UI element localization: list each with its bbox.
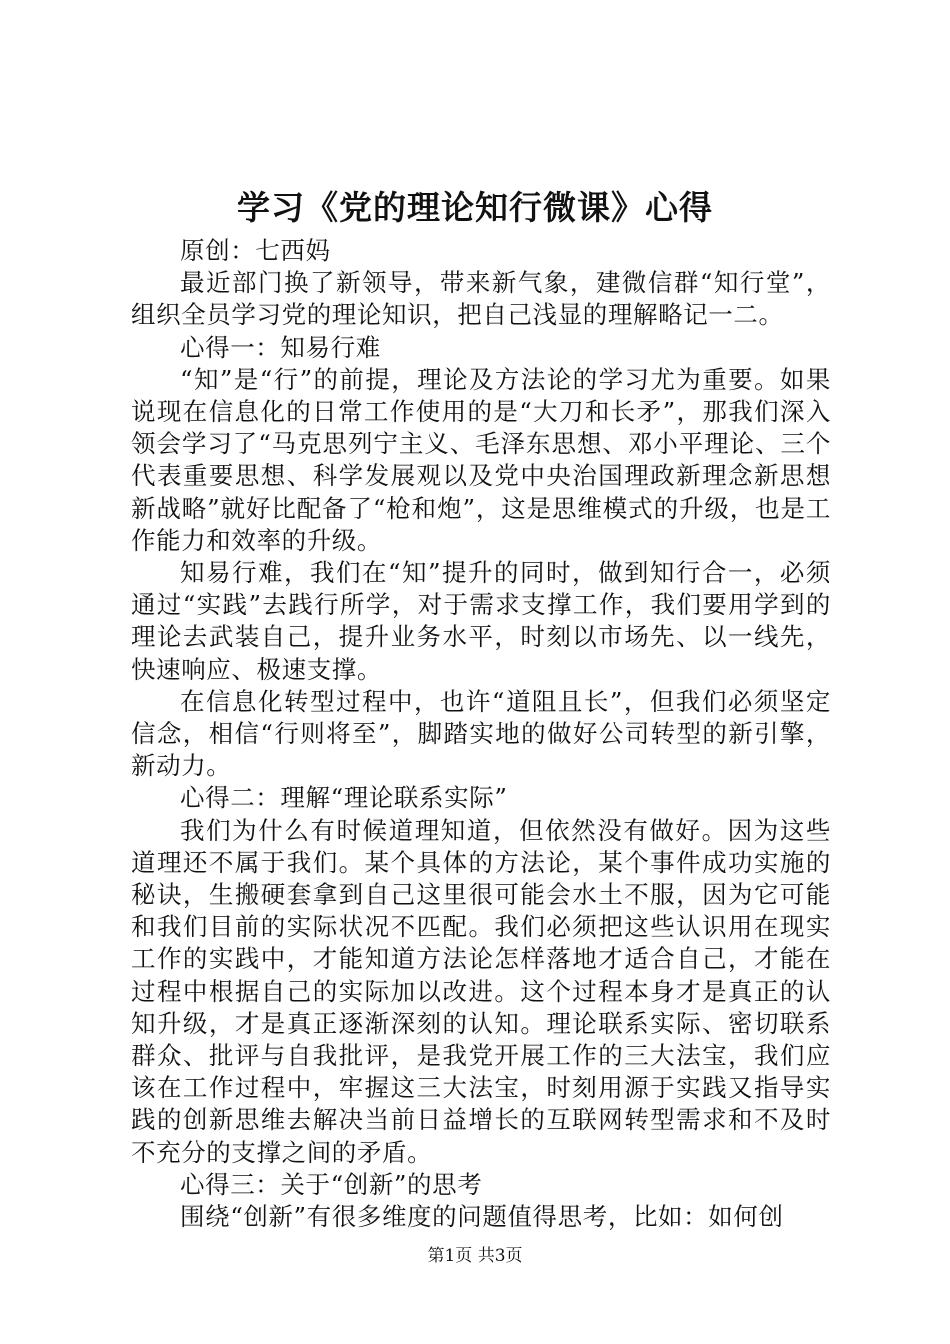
- section-heading: 心得一：知易行难: [180, 332, 381, 362]
- paragraph: 我们为什么有时候道理知道，但依然没有做好。因为这些道理还不属于我们。某个具体的方法论，某个事件成功实施的秘诀，生搬硬套拿到自己这里很可能会水土不服，因为它可能和我们目前的实际状况不匹配。我们必须把这些认识用在现实工作的实践中，才能知道方法论怎样落地才适合自己，才能在过程中根据自己的实际加以改进。这个过程本身才是真正的认知升级，才是真正逐渐深刻的认知。理论联系实际、密切联系群众、批评与自我批评，是我党开展工作的三大法宝，我们应该在工作过程中，牢握这三大法宝，时刻用源于实践又指导实践的创新思维去解决当前日益增长的互联网转型需求和不及时不充分的支撑之间的矛盾。: [131, 815, 831, 1167]
- document-body: [131, 235, 831, 1233]
- paragraph: 最近部门换了新领导，带来新气象，建微信群“知行堂”，组织全员学习党的理论知识，把自己浅显的理解略记一二。: [131, 268, 831, 330]
- section-heading: 心得三：关于“创新”的思考: [180, 1169, 483, 1199]
- page-title: 学习《党的理论知行微课》心得: [237, 188, 713, 227]
- paragraph: “知”是“行”的前提，理论及方法论的学习尤为重要。如果说现在信息化的日常工作使用的是“大刀和长矛”，那我们深入领会学习了“马克思列宁主义、毛泽东思想、邓小平理论、三个代表重要思想、科学发展观以及党中央治国理政新理念新思想新战略”就好比配备了“枪和炮”，这是思维模式的升级，也是工作能力和效率的升级。: [131, 364, 831, 555]
- paragraph: 在信息化转型过程中，也许“道阻且长”，但我们必须坚定信念，相信“行则将至”，脚踏实地的做好公司转型的新引擎，新动力。: [131, 686, 831, 781]
- author-line: 原创：七西妈: [180, 236, 331, 265]
- paragraph: 围绕“创新”有很多维度的问题值得思考，比如：如何创: [180, 1202, 784, 1232]
- section-heading: 心得二：理解“理论联系实际”: [180, 783, 508, 813]
- paragraph: 知易行难，我们在“知”提升的同时，做到知行合一，必须通过“实践”去践行所学，对于需求支撑工作，我们要用学到的理论去武装自己，提升业务水平，时刻以市场先、以一线先，快速响应、极速支撑。: [131, 558, 831, 684]
- page-footer: 第1页 共3页: [427, 1246, 523, 1266]
